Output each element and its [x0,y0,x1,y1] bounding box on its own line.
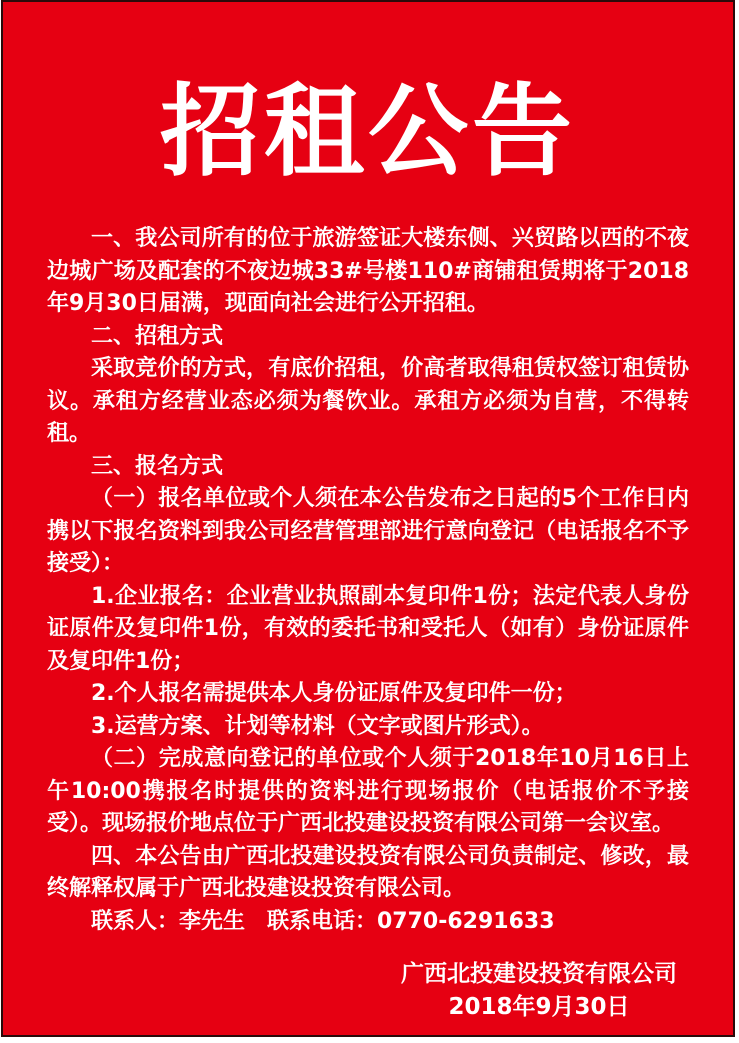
paragraph-4: 三、报名方式 [91,453,224,479]
paragraph-1: 一、我公司所有的位于旅游签证大楼东侧、兴贸路以西的不夜边城广场及配套的不夜边城33#号楼110#商铺租赁期将于2018年9月30日届满，现面向社会进行公开招租。 [47,226,689,316]
paragraph-8: 3.运营方案、计划等材料（文字或图片形式）。 [91,713,544,739]
paragraph-11: 联系人：李先生 联系电话：0770-6291633 [91,908,555,934]
signature-company: 广西北投建设投资有限公司 [401,961,677,987]
signature-date: 2018年9月30日 [448,993,630,1020]
paragraph-10: 四、本公告由广西北投建设投资有限公司负责制定、修改，最终解释权属于广西北投建设投资有限公司。 [47,843,689,901]
signature-block [3,958,733,1023]
paragraph-3: 采取竞价的方式，有底价招租，价高者取得租赁权签订租赁协议。承租方经营业态必须为餐饮业。承租方必须为自营，不得转租。 [47,356,689,446]
signature-inner [401,958,677,1023]
paragraph-9: （二）完成意向登记的单位或个人须于2018年10月16日上午10:00携报名时提供的资料进行现场报价（电话报价不予接受）。现场报价地点位于广西北投建设投资有限公司第一会议室。 [47,746,689,836]
poster-body [3,223,733,938]
paragraph-7: 2.个人报名需提供本人身份证原件及复印件一份； [91,681,577,706]
rental-notice-poster [1,0,735,1037]
paragraph-2: 二、招租方式 [91,323,224,349]
paragraph-5: （一）报名单位或个人须在本公告发布之日起的5个工作日内携以下报名资料到我公司经营管理部进行意向登记（电话报名不予接受）： [47,486,689,576]
paragraph-6: 1.企业报名：企业营业执照副本复印件1份；法定代表人身份证原件及复印件1份，有效的委托书和受托人（如有）身份证原件及复印件1份； [47,583,689,674]
poster-title: 招租公告 [160,72,576,190]
